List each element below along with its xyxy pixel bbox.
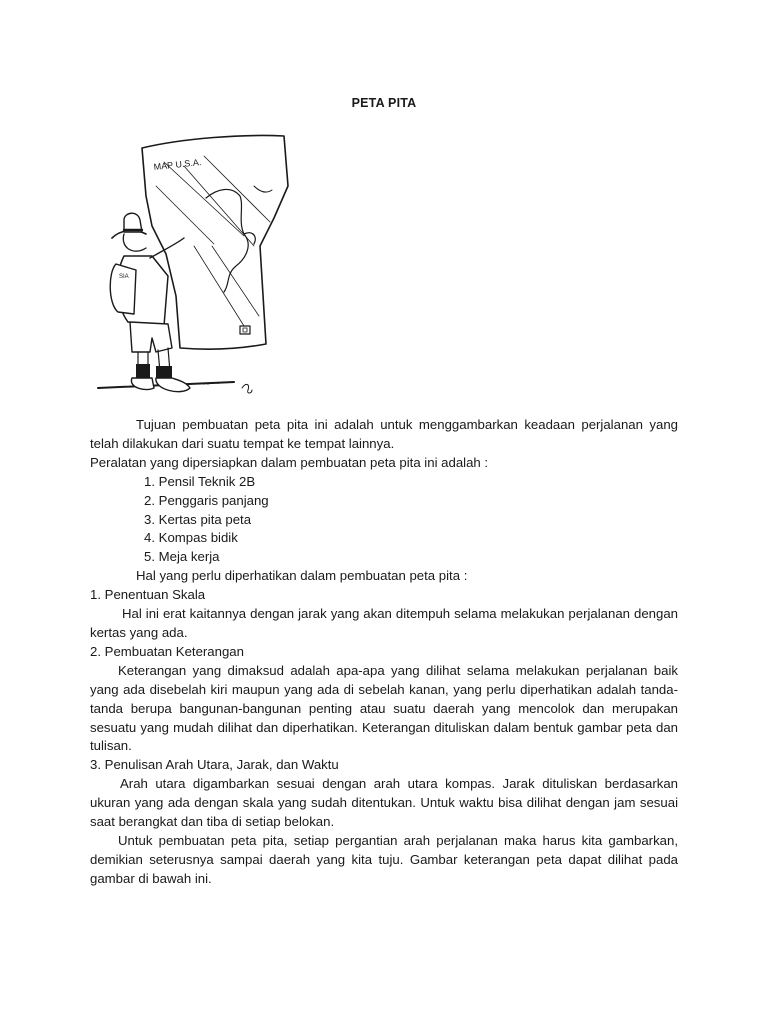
- page-title: PETA PITA: [351, 96, 417, 110]
- section-heading-notes: 2. Pembuatan Keterangan: [90, 643, 244, 659]
- list-item: 4. Kompas bidik: [144, 530, 238, 546]
- backpack-badge: SIA: [119, 274, 129, 280]
- scout-reading-map-illustration: [94, 126, 294, 416]
- list-item: 1. Pensil Teknik 2B: [144, 473, 256, 489]
- list-item: 3. Kertas pita peta: [144, 511, 252, 527]
- section-text-notes: Keterangan yang dimaksud adalah apa-apa yang dilihat selama melakukan perjalanan baik yang ada disebelah kiri maupun yang ada di sebelah kanan, yang perlu diperhatikan adalah tanda-tanda berupa bangunan-bangunan penting atau suatu daerah yang mencolok dan merupakan sesuatu yang mudah dilihat dan diperhatikan. Keterangan dituliskan dalam bentuk gambar peta dan tulisan.: [90, 662, 678, 754]
- section-text-scale: Hal ini erat kaitannya dengan jarak yang akan ditempuh selama melakukan perjalanan dengan kertas yang ada.: [90, 606, 678, 640]
- tools-list: [90, 473, 678, 568]
- document-body: [90, 416, 678, 889]
- section-text-direction: Arah utara digambarkan sesuai dengan arah utara kompas. Jarak dituliskan berdasarkan ukuran yang ada dengan skala yang sudah ditentukan. Untuk waktu bisa dilihat dengan jam sesuai saat berangkat dan tiba di setiap belokan.: [90, 776, 678, 830]
- list-item: 5. Meja kerja: [144, 549, 220, 565]
- list-item: 2. Penggaris panjang: [144, 492, 269, 508]
- tools-intro: Peralatan yang dipersiapkan dalam pembuatan peta pita ini adalah :: [90, 454, 489, 470]
- notes-intro: Hal yang perlu diperhatikan dalam pembuatan peta pita :: [136, 568, 468, 584]
- closing-paragraph: Untuk pembuatan peta pita, setiap pergantian arah perjalanan maka harus kita gambarkan, demikian seterusnya sampai daerah yang kita tuju. Gambar keterangan peta dapat dilihat pada gambar di bawah ini.: [90, 832, 678, 886]
- map-lettering: MAP U.S.A.: [153, 157, 202, 172]
- section-heading-scale: 1. Penentuan Skala: [90, 587, 206, 603]
- section-heading-direction: 3. Penulisan Arah Utara, Jarak, dan Waktu: [90, 757, 339, 773]
- intro-paragraph: Tujuan pembuatan peta pita ini adalah untuk menggambarkan keadaan perjalanan yang telah dilakukan dari suatu tempat ke tempat lainnya.: [90, 417, 678, 451]
